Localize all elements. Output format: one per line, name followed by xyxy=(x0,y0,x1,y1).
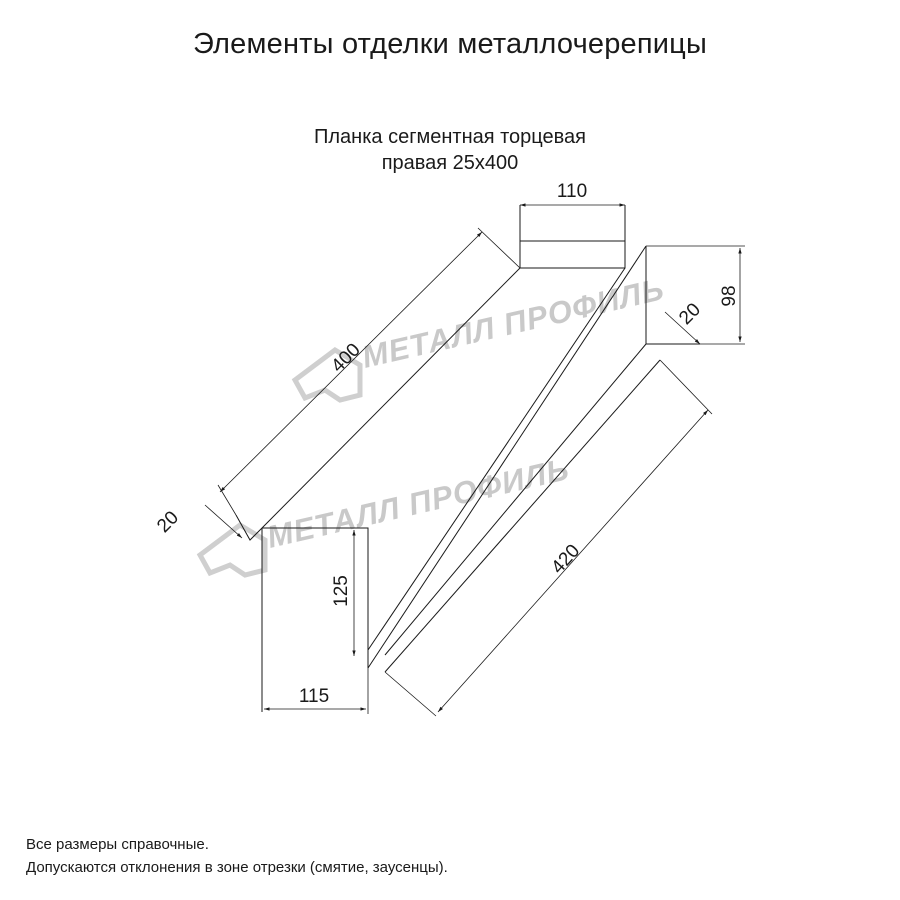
dim-length-upper-ext2 xyxy=(218,485,236,515)
dim-length-lower-ext2 xyxy=(385,672,436,716)
dim-length-upper-label: 400 xyxy=(327,339,365,377)
top-profile xyxy=(520,205,625,268)
note-reference-sizes: Все размеры справочные. xyxy=(26,836,209,853)
dim-height-right-label: 98 xyxy=(719,285,740,307)
dim-length-lower-ext1 xyxy=(660,360,712,414)
watermark-roof-icon-lower xyxy=(200,525,265,575)
dim-flange-left-line xyxy=(205,505,242,538)
watermark-text-upper: МЕТАЛЛ ПРОФИЛЬ xyxy=(358,271,668,375)
subtitle-line-2: правая 25х400 xyxy=(381,152,519,174)
dim-length-lower-label: 420 xyxy=(547,540,585,579)
dim-flange-right-label: 20 xyxy=(675,299,706,330)
watermark-lower xyxy=(200,451,573,575)
watermark-text-lower: МЕТАЛЛ ПРОФИЛЬ xyxy=(263,451,573,555)
watermark-upper xyxy=(295,271,668,400)
dim-length-upper-ext1 xyxy=(478,228,520,268)
dim-flange-left-label: 20 xyxy=(153,507,184,538)
dim-top-width-label: 110 xyxy=(556,181,588,202)
note-tolerances: Допускаются отклонения в зоне отрезки (смятие, заусенцы). xyxy=(26,859,448,876)
page-title: Элементы отделки металлочерепицы xyxy=(192,28,708,60)
subtitle-line-1: Планка сегментная торцевая xyxy=(313,126,587,148)
dim-bottom-width-label: 115 xyxy=(298,686,330,707)
dim-height-left-label: 125 xyxy=(331,575,352,607)
dimension-lines xyxy=(205,205,745,716)
